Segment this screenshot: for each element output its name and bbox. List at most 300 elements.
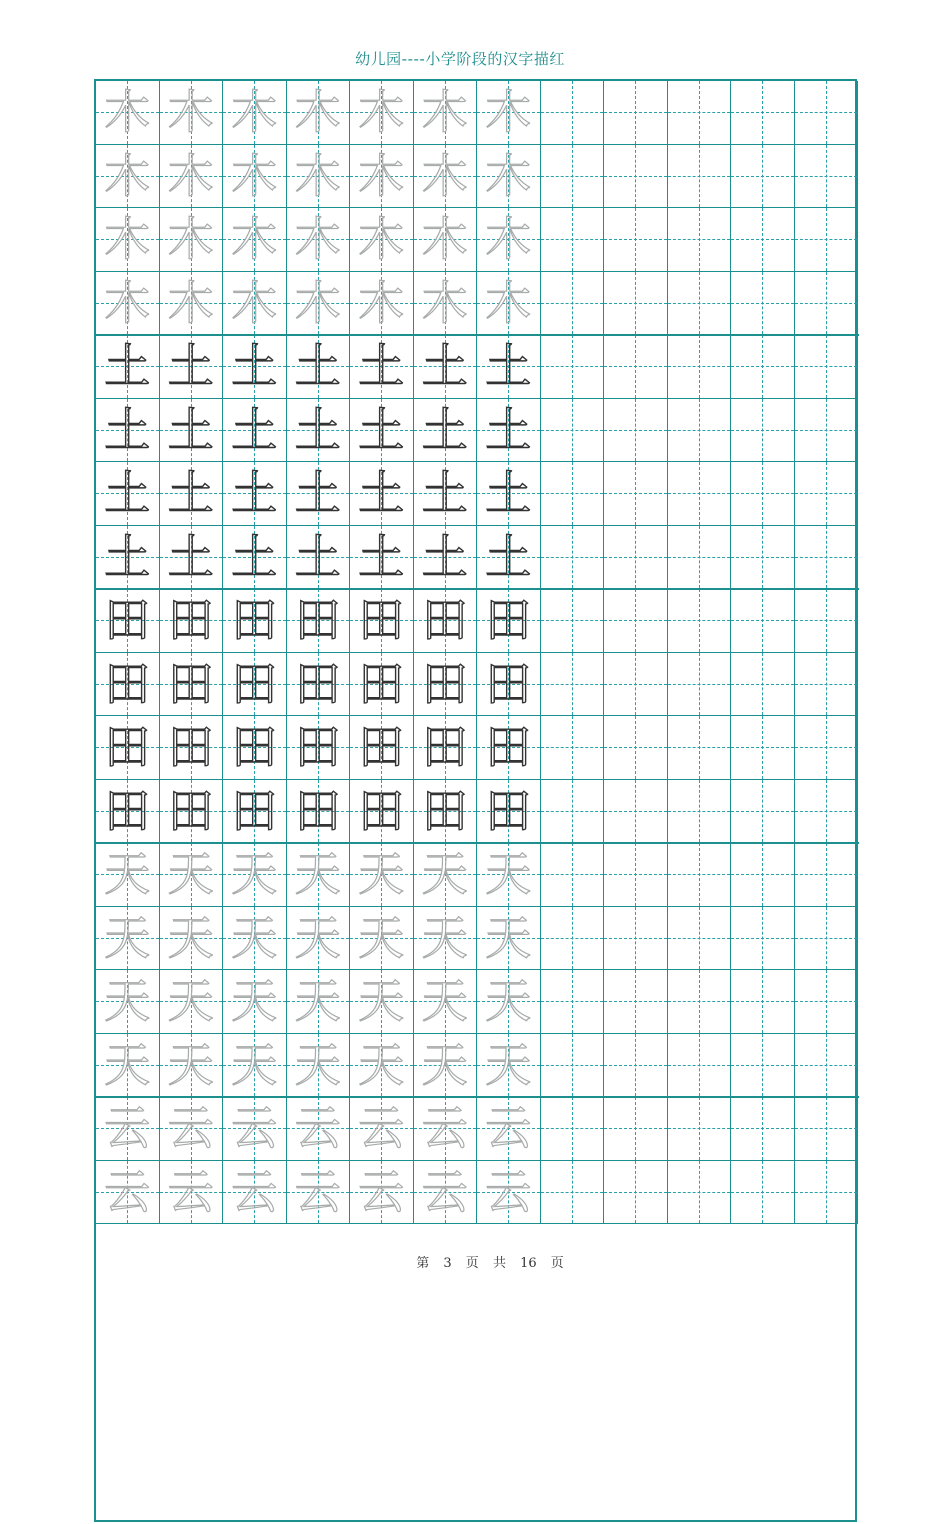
empty-practice-cell bbox=[604, 907, 668, 971]
guide-line-vertical bbox=[826, 1034, 827, 1097]
guide-line-vertical bbox=[762, 780, 763, 843]
trace-cell bbox=[477, 589, 541, 653]
trace-cell bbox=[223, 716, 287, 780]
trace-cell bbox=[477, 780, 541, 844]
guide-line-vertical bbox=[699, 1161, 700, 1224]
guide-line-vertical bbox=[826, 780, 827, 843]
grid-row bbox=[96, 335, 858, 399]
empty-practice-cell bbox=[731, 272, 795, 336]
empty-practice-cell bbox=[541, 653, 605, 717]
guide-line-vertical bbox=[762, 1034, 763, 1097]
empty-practice-cell bbox=[795, 335, 859, 399]
trace-cell bbox=[414, 335, 478, 399]
guide-line-vertical bbox=[762, 399, 763, 462]
guide-line-vertical bbox=[635, 208, 636, 271]
group-separator bbox=[96, 842, 859, 844]
guide-line-vertical bbox=[635, 145, 636, 208]
guide-line-vertical bbox=[699, 335, 700, 398]
tracing-character: 土 bbox=[485, 466, 532, 521]
trace-cell bbox=[287, 716, 351, 780]
tracing-character: 云 bbox=[358, 1101, 405, 1156]
trace-cell bbox=[96, 1097, 160, 1161]
trace-cell bbox=[160, 716, 224, 780]
page-footer bbox=[0, 1252, 950, 1271]
guide-line-vertical bbox=[572, 526, 573, 589]
guide-line-vertical bbox=[572, 145, 573, 208]
tracing-character: 天 bbox=[231, 847, 278, 902]
tracing-character: 土 bbox=[485, 529, 532, 584]
empty-practice-cell bbox=[795, 970, 859, 1034]
tracing-character: 天 bbox=[485, 974, 532, 1029]
empty-practice-cell bbox=[795, 272, 859, 336]
trace-cell bbox=[96, 526, 160, 590]
tracing-character: 云 bbox=[167, 1101, 214, 1156]
trace-cell bbox=[287, 970, 351, 1034]
grid-row bbox=[96, 970, 858, 1034]
guide-line-vertical bbox=[572, 208, 573, 271]
trace-cell bbox=[96, 399, 160, 463]
tracing-character: 木 bbox=[421, 212, 468, 267]
guide-line-vertical bbox=[699, 208, 700, 271]
tracing-character: 天 bbox=[421, 910, 468, 965]
grid-row bbox=[96, 1161, 858, 1225]
tracing-character: 田 bbox=[104, 593, 151, 648]
grid-row bbox=[96, 843, 858, 907]
footer-total-word: 共 bbox=[492, 1256, 506, 1271]
empty-practice-cell bbox=[668, 589, 732, 653]
trace-cell bbox=[160, 1034, 224, 1098]
empty-practice-cell bbox=[541, 272, 605, 336]
tracing-character: 田 bbox=[358, 656, 405, 711]
empty-practice-cell bbox=[604, 208, 668, 272]
guide-line-vertical bbox=[826, 716, 827, 779]
tracing-character: 土 bbox=[358, 402, 405, 457]
trace-cell bbox=[414, 81, 478, 145]
guide-line-vertical bbox=[635, 526, 636, 589]
tracing-character: 田 bbox=[358, 783, 405, 838]
empty-practice-cell bbox=[668, 780, 732, 844]
tracing-character: 田 bbox=[485, 593, 532, 648]
tracing-character: 田 bbox=[358, 593, 405, 648]
guide-line-vertical bbox=[699, 145, 700, 208]
tracing-character: 木 bbox=[104, 85, 151, 140]
guide-line-vertical bbox=[762, 462, 763, 525]
tracing-character: 田 bbox=[231, 720, 278, 775]
trace-cell bbox=[350, 1034, 414, 1098]
trace-cell bbox=[414, 653, 478, 717]
empty-practice-cell bbox=[668, 399, 732, 463]
tracing-character: 土 bbox=[167, 339, 214, 394]
trace-cell bbox=[96, 81, 160, 145]
guide-line-vertical bbox=[572, 589, 573, 652]
trace-cell bbox=[477, 208, 541, 272]
tracing-character: 天 bbox=[294, 910, 341, 965]
tracing-character: 天 bbox=[231, 1037, 278, 1092]
tracing-character: 木 bbox=[358, 275, 405, 330]
page-title: 幼儿园----小学阶段的汉字描红 bbox=[355, 50, 565, 68]
trace-cell bbox=[414, 462, 478, 526]
empty-practice-cell bbox=[795, 462, 859, 526]
tracing-character: 土 bbox=[358, 466, 405, 521]
empty-practice-cell bbox=[668, 462, 732, 526]
guide-line-vertical bbox=[635, 399, 636, 462]
empty-practice-cell bbox=[731, 335, 795, 399]
guide-line-vertical bbox=[635, 335, 636, 398]
grid-row bbox=[96, 462, 858, 526]
tracing-character: 木 bbox=[358, 148, 405, 203]
guide-line-vertical bbox=[762, 145, 763, 208]
tracing-character: 云 bbox=[231, 1101, 278, 1156]
tracing-character: 土 bbox=[231, 402, 278, 457]
trace-cell bbox=[287, 145, 351, 209]
empty-practice-cell bbox=[795, 843, 859, 907]
empty-practice-cell bbox=[604, 81, 668, 145]
empty-practice-cell bbox=[541, 716, 605, 780]
group-separator bbox=[96, 588, 859, 590]
empty-practice-cell bbox=[795, 399, 859, 463]
tracing-character: 田 bbox=[167, 720, 214, 775]
trace-cell bbox=[477, 970, 541, 1034]
guide-line-vertical bbox=[699, 1034, 700, 1097]
tracing-character: 田 bbox=[231, 783, 278, 838]
trace-cell bbox=[287, 81, 351, 145]
empty-practice-cell bbox=[731, 145, 795, 209]
guide-line-vertical bbox=[699, 907, 700, 970]
trace-cell bbox=[223, 1161, 287, 1225]
guide-line-vertical bbox=[699, 970, 700, 1033]
empty-practice-cell bbox=[604, 780, 668, 844]
empty-practice-cell bbox=[668, 1161, 732, 1225]
trace-cell bbox=[350, 145, 414, 209]
trace-cell bbox=[350, 208, 414, 272]
trace-cell bbox=[287, 526, 351, 590]
empty-practice-cell bbox=[668, 526, 732, 590]
tracing-character: 田 bbox=[167, 593, 214, 648]
empty-practice-cell bbox=[604, 1097, 668, 1161]
empty-practice-cell bbox=[604, 1034, 668, 1098]
trace-cell bbox=[350, 462, 414, 526]
tracing-character: 土 bbox=[294, 402, 341, 457]
trace-cell bbox=[223, 145, 287, 209]
empty-practice-cell bbox=[541, 843, 605, 907]
tracing-character: 天 bbox=[294, 1037, 341, 1092]
grid-row bbox=[96, 907, 858, 971]
empty-practice-cell bbox=[795, 653, 859, 717]
current-page-number: 3 bbox=[443, 1256, 452, 1271]
tracing-character: 木 bbox=[294, 275, 341, 330]
empty-practice-cell bbox=[541, 1034, 605, 1098]
trace-cell bbox=[96, 780, 160, 844]
guide-line-vertical bbox=[699, 526, 700, 589]
tracing-character: 天 bbox=[294, 847, 341, 902]
footer-prefix: 第 bbox=[416, 1256, 430, 1271]
empty-practice-cell bbox=[731, 399, 795, 463]
empty-practice-cell bbox=[668, 970, 732, 1034]
trace-cell bbox=[160, 526, 224, 590]
guide-line-vertical bbox=[572, 907, 573, 970]
tracing-character: 木 bbox=[294, 212, 341, 267]
trace-cell bbox=[350, 81, 414, 145]
group-separator bbox=[96, 1096, 859, 1098]
tracing-character: 云 bbox=[485, 1164, 532, 1219]
guide-line-vertical bbox=[826, 81, 827, 144]
tracing-character: 木 bbox=[294, 148, 341, 203]
trace-cell bbox=[414, 843, 478, 907]
trace-cell bbox=[477, 399, 541, 463]
trace-cell bbox=[223, 526, 287, 590]
grid-row bbox=[96, 272, 858, 336]
empty-practice-cell bbox=[795, 208, 859, 272]
trace-cell bbox=[223, 272, 287, 336]
trace-cell bbox=[350, 716, 414, 780]
tracing-character: 土 bbox=[294, 529, 341, 584]
tracing-character: 木 bbox=[485, 85, 532, 140]
guide-line-vertical bbox=[762, 970, 763, 1033]
guide-line-vertical bbox=[699, 462, 700, 525]
trace-cell bbox=[477, 1161, 541, 1225]
tracing-character: 田 bbox=[294, 783, 341, 838]
grid-row bbox=[96, 780, 858, 844]
tracing-character: 田 bbox=[167, 656, 214, 711]
tracing-character: 木 bbox=[231, 212, 278, 267]
guide-line-vertical bbox=[572, 1161, 573, 1224]
guide-line-vertical bbox=[826, 526, 827, 589]
trace-cell bbox=[477, 843, 541, 907]
trace-cell bbox=[287, 1034, 351, 1098]
guide-line-vertical bbox=[699, 843, 700, 906]
trace-cell bbox=[477, 145, 541, 209]
guide-line-vertical bbox=[635, 272, 636, 335]
trace-cell bbox=[350, 907, 414, 971]
empty-practice-cell bbox=[541, 907, 605, 971]
guide-line-vertical bbox=[572, 399, 573, 462]
grid-row bbox=[96, 716, 858, 780]
guide-line-vertical bbox=[635, 589, 636, 652]
tracing-character: 田 bbox=[294, 720, 341, 775]
tracing-character: 天 bbox=[104, 847, 151, 902]
trace-cell bbox=[414, 399, 478, 463]
trace-cell bbox=[160, 970, 224, 1034]
guide-line-vertical bbox=[762, 208, 763, 271]
trace-cell bbox=[414, 526, 478, 590]
trace-cell bbox=[223, 399, 287, 463]
trace-cell bbox=[477, 1097, 541, 1161]
trace-cell bbox=[287, 780, 351, 844]
tracing-character: 土 bbox=[421, 402, 468, 457]
trace-cell bbox=[223, 81, 287, 145]
grid-row bbox=[96, 526, 858, 590]
trace-cell bbox=[96, 970, 160, 1034]
empty-practice-cell bbox=[604, 335, 668, 399]
tracing-character: 土 bbox=[294, 339, 341, 394]
trace-cell bbox=[350, 1097, 414, 1161]
tracing-character: 天 bbox=[358, 847, 405, 902]
trace-cell bbox=[160, 843, 224, 907]
empty-practice-cell bbox=[541, 1097, 605, 1161]
tracing-character: 土 bbox=[485, 402, 532, 457]
guide-line-vertical bbox=[572, 335, 573, 398]
trace-cell bbox=[350, 589, 414, 653]
tracing-character: 土 bbox=[421, 466, 468, 521]
tracing-character: 云 bbox=[104, 1164, 151, 1219]
trace-cell bbox=[96, 843, 160, 907]
tracing-character: 土 bbox=[167, 529, 214, 584]
trace-cell bbox=[96, 335, 160, 399]
tracing-character: 天 bbox=[421, 974, 468, 1029]
guide-line-vertical bbox=[572, 780, 573, 843]
guide-line-vertical bbox=[572, 716, 573, 779]
tracing-character: 天 bbox=[358, 910, 405, 965]
tracing-character: 田 bbox=[231, 656, 278, 711]
empty-practice-cell bbox=[731, 1161, 795, 1225]
empty-practice-cell bbox=[541, 589, 605, 653]
trace-cell bbox=[414, 1161, 478, 1225]
empty-practice-cell bbox=[541, 81, 605, 145]
empty-practice-cell bbox=[668, 1034, 732, 1098]
tracing-character: 天 bbox=[167, 974, 214, 1029]
tracing-character: 云 bbox=[231, 1164, 278, 1219]
empty-practice-cell bbox=[668, 145, 732, 209]
trace-cell bbox=[96, 462, 160, 526]
tracing-character: 土 bbox=[104, 529, 151, 584]
empty-practice-cell bbox=[795, 1034, 859, 1098]
total-page-count: 16 bbox=[520, 1256, 537, 1271]
trace-cell bbox=[477, 716, 541, 780]
guide-line-vertical bbox=[635, 907, 636, 970]
trace-cell bbox=[350, 272, 414, 336]
trace-cell bbox=[350, 399, 414, 463]
group-separator bbox=[96, 334, 859, 336]
tracing-character: 天 bbox=[231, 910, 278, 965]
guide-line-vertical bbox=[572, 81, 573, 144]
tracing-character: 木 bbox=[421, 275, 468, 330]
tracing-character: 天 bbox=[485, 1037, 532, 1092]
empty-practice-cell bbox=[604, 526, 668, 590]
empty-practice-cell bbox=[541, 1161, 605, 1225]
guide-line-vertical bbox=[699, 399, 700, 462]
trace-cell bbox=[414, 970, 478, 1034]
grid-row bbox=[96, 81, 858, 145]
tracing-character: 天 bbox=[104, 1037, 151, 1092]
empty-practice-cell bbox=[668, 907, 732, 971]
trace-cell bbox=[160, 1097, 224, 1161]
trace-cell bbox=[477, 1034, 541, 1098]
tracing-character: 土 bbox=[104, 339, 151, 394]
guide-line-vertical bbox=[762, 272, 763, 335]
tracing-character: 木 bbox=[167, 212, 214, 267]
grid-row bbox=[96, 399, 858, 463]
empty-practice-cell bbox=[795, 907, 859, 971]
tracing-character: 木 bbox=[167, 275, 214, 330]
empty-practice-cell bbox=[731, 208, 795, 272]
empty-practice-cell bbox=[604, 145, 668, 209]
trace-cell bbox=[160, 335, 224, 399]
empty-practice-cell bbox=[731, 81, 795, 145]
tracing-character: 田 bbox=[421, 783, 468, 838]
empty-practice-cell bbox=[731, 462, 795, 526]
empty-practice-cell bbox=[668, 208, 732, 272]
tracing-character: 木 bbox=[485, 148, 532, 203]
guide-line-vertical bbox=[762, 526, 763, 589]
trace-cell bbox=[96, 1161, 160, 1225]
tracing-character: 土 bbox=[358, 339, 405, 394]
trace-cell bbox=[287, 462, 351, 526]
guide-line-vertical bbox=[826, 1161, 827, 1224]
tracing-character: 云 bbox=[485, 1101, 532, 1156]
empty-practice-cell bbox=[731, 1097, 795, 1161]
guide-line-vertical bbox=[635, 1161, 636, 1224]
trace-cell bbox=[223, 843, 287, 907]
empty-practice-cell bbox=[731, 526, 795, 590]
guide-line-vertical bbox=[699, 716, 700, 779]
tracing-character: 土 bbox=[231, 466, 278, 521]
trace-cell bbox=[223, 970, 287, 1034]
worksheet bbox=[93, 78, 859, 1524]
practice-grid bbox=[94, 79, 857, 1522]
tracing-character: 土 bbox=[421, 529, 468, 584]
guide-line-vertical bbox=[762, 335, 763, 398]
empty-practice-cell bbox=[731, 1034, 795, 1098]
empty-practice-cell bbox=[604, 843, 668, 907]
empty-practice-cell bbox=[668, 843, 732, 907]
tracing-character: 田 bbox=[421, 656, 468, 711]
guide-line-vertical bbox=[826, 399, 827, 462]
tracing-character: 土 bbox=[421, 339, 468, 394]
tracing-character: 木 bbox=[421, 148, 468, 203]
tracing-character: 天 bbox=[167, 847, 214, 902]
guide-line-vertical bbox=[635, 843, 636, 906]
tracing-character: 木 bbox=[167, 85, 214, 140]
tracing-character: 土 bbox=[231, 339, 278, 394]
trace-cell bbox=[160, 907, 224, 971]
tracing-character: 天 bbox=[358, 1037, 405, 1092]
tracing-character: 田 bbox=[294, 656, 341, 711]
trace-cell bbox=[350, 1161, 414, 1225]
trace-cell bbox=[477, 272, 541, 336]
empty-practice-cell bbox=[604, 272, 668, 336]
trace-cell bbox=[287, 653, 351, 717]
empty-practice-cell bbox=[795, 716, 859, 780]
tracing-character: 天 bbox=[421, 847, 468, 902]
trace-cell bbox=[287, 399, 351, 463]
tracing-character: 田 bbox=[421, 593, 468, 648]
empty-practice-cell bbox=[731, 716, 795, 780]
guide-line-vertical bbox=[699, 272, 700, 335]
trace-cell bbox=[223, 907, 287, 971]
tracing-character: 天 bbox=[167, 1037, 214, 1092]
tracing-character: 木 bbox=[231, 85, 278, 140]
tracing-character: 田 bbox=[231, 593, 278, 648]
empty-practice-cell bbox=[795, 1161, 859, 1225]
footer-page-word: 页 bbox=[465, 1256, 479, 1271]
guide-line-vertical bbox=[572, 1034, 573, 1097]
guide-line-vertical bbox=[762, 1161, 763, 1224]
trace-cell bbox=[96, 907, 160, 971]
tracing-character: 天 bbox=[358, 974, 405, 1029]
grid-row bbox=[96, 208, 858, 272]
trace-cell bbox=[160, 272, 224, 336]
tracing-character: 云 bbox=[421, 1101, 468, 1156]
tracing-character: 云 bbox=[421, 1164, 468, 1219]
tracing-character: 田 bbox=[294, 593, 341, 648]
grid-row bbox=[96, 589, 858, 653]
tracing-character: 木 bbox=[294, 85, 341, 140]
trace-cell bbox=[287, 907, 351, 971]
guide-line-vertical bbox=[699, 780, 700, 843]
trace-cell bbox=[477, 653, 541, 717]
guide-line-vertical bbox=[826, 970, 827, 1033]
empty-practice-cell bbox=[731, 653, 795, 717]
